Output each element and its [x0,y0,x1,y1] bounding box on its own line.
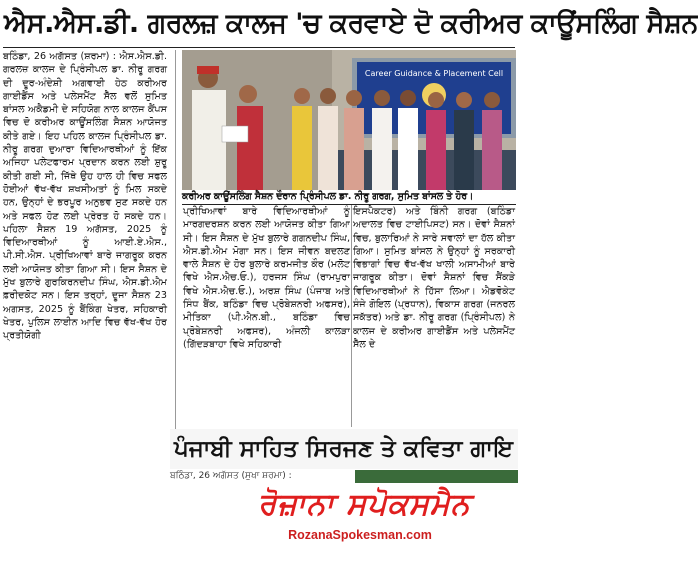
article-text-left: ਬਠਿੰਡਾ, 26 ਅਗੱਸਤ (ਸ਼ਰਮਾ) : ਐਸ.ਐਸ.ਡੀ. ਗਰਲਜ਼ ਕਾਲਜ ਦੇ ਪ੍ਰਿੰਸੀਪਲ ਡਾ. ਨੀਰੂ ਗਰਗ ਦੀ ਦੂਰ-ਅੰਦੇਸ਼ੀ ਅਗਵਾਈ ਹੇਠ ਕਰੀਅਰ ਗਾਈਡੈਂਸ ਅਤੇ ਪਲੇਸਮੈਂਟ ਸੈੱਲ ਵਲੋਂ ਸੁਮਿਤ ਬਾਂਸਲ ਅਕੈਡਮੀ ਦੇ ਸਹਿਯੋਗ ਨਾਲ ਕਾਲਜ ਕੈਂਪਸ ਵਿਚ ਦੋ ਕਰੀਅਰ ਕਾਊਂਸਲਿੰਗ ਸੈਸ਼ਨ ਆਯੋਜਤ ਕੀਤੇ ਗਏ। ਇਹ ਪਹਿਲ ਕਾਲਜ ਪ੍ਰਿੰਸੀਪਲ ਡਾ. ਨੀਰੂ ਗਰਗ ਦੁਆਰਾ ਵਿਦਿਆਰਥੀਆਂ ਨੂੰ ਇੱਕ ਅਜਿਹਾ ਪਲੇਟਫਾਰਮ ਪ੍ਰਦਾਨ ਕਰਨ ਲਈ ਸ਼ੁਰੂ ਕੀਤੀ ਗਈ ਸੀ, ਜਿੱਥੇ ਉਹ ਹਾਲ ਹੀ ਵਿਚ ਸਫਲ ਹੋਈਆਂ ਵੱਖ-ਵੱਖ ਸ਼ਖਸੀਅਤਾਂ ਨੂੰ ਮਿਲ ਸਕਦੇ ਹਨ, ਉਨ੍ਹਾਂ ਦੇ ਭਰਪੂਰ ਅਨੁਭਵ ਸੁਣ ਸਕਦੇ ਹਨ ਅਤੇ ਸਫਲ ਹੋਣ ਲਈ ਪ੍ਰੇਰਤ ਹੋ ਸਕਦੇ ਹਨ। ਪਹਿਲਾ ਸੈਸ਼ਨ 19 ਅਗੱਸਤ, 2025 ਨੂੰ ਵਿਦਿਆਰਥੀਆਂ ਨੂੰ ਆਈ.ਏ.ਐਸ., ਪੀ.ਸੀ.ਐਸ. ਪ੍ਰੀਖਿਆਵਾਂ ਬਾਰੇ ਜਾਗਰੂਕ ਕਰਨ ਲਈ ਆਯੋਜਤ ਕੀਤਾ ਗਿਆ ਸੀ। ਇਸ ਸੈਸ਼ਨ ਦੇ ਮੁੱਖ ਬੁਲਾਰੇ ਗੁਰਕਿਰਨਦੀਪ ਸਿੰਘ, ਐਸ.ਡੀ.ਐਮ ਫ਼ਰੀਦਕੋਟ ਸਨ। ਇਸ ਤਰ੍ਹਾਂ, ਦੂਜਾ ਸੈਸ਼ਨ 23 ਅਗਸਤ, 2025 ਨੂੰ ਬੈਂਕਿੰਗ ਖੇਤਰ, ਸਹਿਕਾਰੀ ਖੇਤਰ, ਪੁਲਿਸ ਲਾਈਨ ਆਦਿ ਵਿਚ ਵੱਖ-ਵੱਖ ਹੋਰ ਪ੍ਰਤੀਯੋਗੀ [3,51,167,342]
column-divider-left [175,50,176,463]
article-text-right: ਇਸਪੈਕਟਰ) ਅਤੇ ਬਿੰਨੀ ਗਰਗ (ਬਠਿੰਡਾ ਅਦਾਲਤ ਵਿਚ ਟਾਈਪਿਸਟ) ਸਨ। ਦੋਵਾਂ ਸੈਸ਼ਨਾਂ ਵਿਚ, ਬੁਲਾਰਿਆਂ ਨੇ ਸਾਰੇ ਸਵਾਲਾਂ ਦਾ ਹੱਲ ਕੀਤਾ ਗਿਆ। ਸੁਮਿਤ ਬਾਂਸਲ ਨੇ ਉਨ੍ਹਾਂ ਨੂੰ ਸਰਕਾਰੀ ਵਿਭਾਗਾਂ ਵਿਚ ਵੱਖ-ਵੱਖ ਖਾਲੀ ਅਸਾਮੀਆਂ ਬਾਰੇ ਜਾਗਰੂਕ ਕੀਤਾ। ਦੋਵਾਂ ਸੈਸ਼ਨਾਂ ਵਿਚ ਸੈਂਕੜੇ ਵਿਦਿਆਰਥੀਆਂ ਨੇ ਹਿੱਸਾ ਲਿਆ। ਐਡਵੋਕੇਟ ਸੰਜੇ ਗੋਇਲ (ਪ੍ਰਧਾਨ), ਵਿਕਾਸ ਗਰਗ (ਜਨਰਲ ਸਕੱਤਰ) ਅਤੇ ਡਾ. ਨੀਰੂ ਗਰਗ (ਪ੍ਰਿੰਸੀਪਲ) ਨੇ ਕਾਲਜ ਦੇ ਕਰੀਅਰ ਗਾਈਡੈਂਸ ਅਤੇ ਪਲੇਸਮੈਂਟ ਸੈੱਲ ਦੇ [353,206,515,350]
event-photo [182,50,516,190]
newspaper-masthead-logo: ਰੋਜ਼ਾਨਾ ਸਪੋਕਸਮੈਨ [257,487,471,522]
event-photo-illustration [182,50,516,190]
article-column-middle [183,205,350,427]
image-strip [355,470,518,483]
photo-caption: ਕਰੀਅਰ ਕਾਊਂਸਲਿੰਗ ਸੈਸ਼ਨ ਦੌਰਾਨ ਪ੍ਰਿੰਸੀਪਲ ਡਾ. ਨੀਰੂ ਗਰਗ, ਸੁਮਿਤ ਬਾਂਸਲ ਤੇ ਹੋਰ। [182,190,516,205]
article-column-left [3,50,167,463]
main-headline: ਐਸ.ਐਸ.ਡੀ. ਗਰਲਜ਼ ਕਾਲਜ 'ਚ ਕਰਵਾਏ ਦੋ ਕਰੀਅਰ ਕਾਊਂਸਲਿੰਗ ਸੈਸ਼ਨ [4,8,698,39]
photo-banner-text: Career Guidance & Placement Cell [364,69,504,78]
article-column-right [353,205,515,427]
newspaper-url: RozanaSpokesman.com [288,528,432,542]
column-divider-right [351,205,352,427]
article-text-middle: ਪ੍ਰੀਖਿਆਵਾਂ ਬਾਰੇ ਵਿਦਿਆਰਥੀਆਂ ਨੂੰ ਮਾਰਗਦਰਸ਼ਨ ਕਰਨ ਲਈ ਆਯੋਜਤ ਕੀਤਾ ਗਿਆ ਸੀ। ਇਸ ਸੈਸ਼ਨ ਦੇ ਮੁੱਖ ਬੁਲਾਰੇ ਗਗਨਦੀਪ ਸਿੰਘ, ਐਸ.ਡੀ.ਐਮ ਮੋਗਾ ਸਨ। ਇਸ ਜੀਵਨ ਬਦਲਣ ਵਾਲੇ ਸੈਸ਼ਨ ਦੇ ਹੋਰ ਬੁਲਾਰੇ ਕਰਮਜੀਤ ਕੌਰ (ਮਲੋਟ ਵਿਖੇ ਐਸ.ਐਚ.ਓ.), ਹਰਜਸ ਸਿੰਘ (ਰਾਮਪੁਰਾ ਵਿਖੇ ਐਸ.ਐਚ.ਓ.), ਅਰਸ਼ ਸਿੰਘ (ਪੰਜਾਬ ਅਤੇ ਸਿੰਧ ਬੈਂਕ, ਬਠਿੰਡਾ ਵਿਚ ਪ੍ਰੋਬੇਸ਼ਨਰੀ ਅਫਸਰ), ਮੀਤਿਕਾ (ਪੀ.ਐਨ.ਬੀ., ਬਠਿੰਡਾ ਵਿਚ ਪ੍ਰੋਬੇਸ਼ਨਰੀ ਅਫਸਰ), ਅੰਜਲੀ ਕਾਲੜਾ (ਗਿੱਦੜਬਾਹਾ ਵਿਖੇ ਸਹਿਕਾਰੀ [183,206,350,350]
second-headline: ਪੰਜਾਬੀ ਸਾਹਿਤ ਸਿਰਜਣ ਤੇ ਕਵਿਤਾ ਗਾਇ [170,429,518,469]
headline-rule [3,47,515,48]
second-article-dateline: ਬਠਿੰਡਾ, 26 ਅਗੱਸਤ (ਸੁਖਾ ਸ਼ਰਮਾ) : [170,471,292,481]
